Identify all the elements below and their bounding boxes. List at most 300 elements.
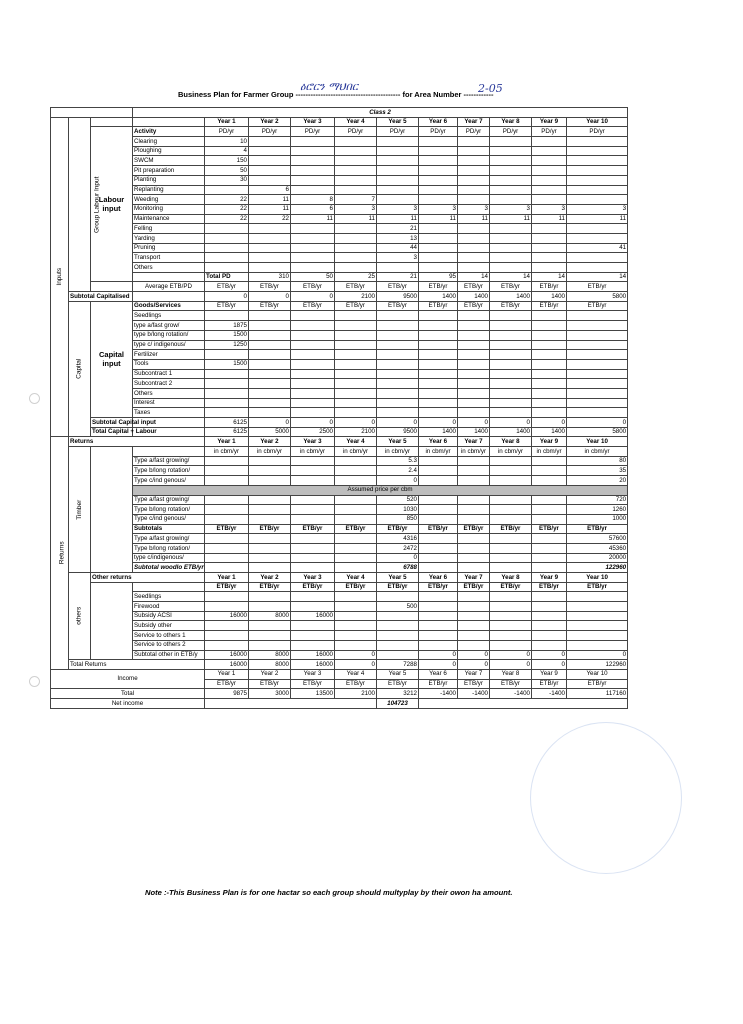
value-cell	[291, 224, 335, 234]
subtotal-capitalised-label: Subtotal Capitalised	[69, 292, 133, 302]
value-cell	[567, 408, 628, 418]
row-label: Subsidy other	[133, 621, 205, 631]
column-header: Year 4	[335, 573, 377, 583]
value-cell: 0	[335, 650, 377, 660]
value-cell: 3212	[377, 689, 419, 699]
value-cell: 1250	[205, 340, 249, 350]
unit-cell: ETB/yr	[291, 679, 335, 689]
unit-cell: ETB/yr	[419, 524, 458, 534]
unit-cell: ETB/yr	[532, 282, 567, 292]
row-label: Type a/fast growing/	[133, 495, 205, 505]
row-label: Type b/long rotation/	[133, 505, 205, 515]
value-cell	[249, 311, 291, 321]
table-row	[51, 418, 628, 428]
value-cell	[458, 146, 490, 156]
value-cell	[490, 543, 532, 553]
value-cell	[419, 388, 458, 398]
value-cell	[335, 350, 377, 360]
inputs-section-label	[51, 117, 69, 437]
value-cell: 0	[532, 418, 567, 428]
unit-cell: ETB/yr	[567, 679, 628, 689]
unit-cell: ETB/yr	[249, 679, 291, 689]
value-cell: 1400	[532, 427, 567, 437]
value-cell	[532, 514, 567, 524]
value-cell: 2100	[335, 689, 377, 699]
unit-cell: ETB/yr	[335, 301, 377, 311]
value-cell	[419, 311, 458, 321]
row-label: Subtotal woodlo ETB/yr	[134, 563, 204, 571]
value-cell	[419, 175, 458, 185]
value-cell	[249, 553, 291, 563]
unit-cell: ETB/yr	[249, 301, 291, 311]
value-cell: 0	[377, 553, 419, 563]
unit-cell: PD/yr	[291, 127, 335, 137]
value-cell	[419, 611, 458, 621]
value-cell	[205, 553, 249, 563]
returns-section-label	[51, 437, 69, 670]
value-cell	[291, 369, 335, 379]
value-cell	[567, 195, 628, 205]
column-header: Year 1	[205, 437, 249, 447]
unit-cell: ETB/yr	[567, 301, 628, 311]
value-cell	[532, 495, 567, 505]
table-row	[51, 689, 628, 699]
unit-cell: ETB/yr	[490, 679, 532, 689]
value-cell	[205, 379, 249, 389]
value-cell	[532, 621, 567, 631]
value-cell	[291, 137, 335, 147]
unit-cell: ETB/yr	[291, 301, 335, 311]
value-cell	[335, 185, 377, 195]
unit-cell: ETB/yr	[335, 524, 377, 534]
value-cell: 0	[249, 418, 291, 428]
column-header: Year 8	[490, 573, 532, 583]
value-cell: 1030	[377, 505, 419, 515]
value-cell: 3	[490, 204, 532, 214]
value-cell	[458, 311, 490, 321]
value-cell: 30	[205, 175, 249, 185]
value-cell	[419, 263, 458, 273]
unit-cell: ETB/yr	[291, 524, 335, 534]
empty-cell	[91, 282, 133, 292]
table-row	[51, 660, 628, 670]
column-header: Year 2	[249, 437, 291, 447]
value-cell	[249, 350, 291, 360]
row-label: Type b/long rotation/	[133, 466, 205, 476]
value-cell	[458, 185, 490, 195]
value-cell: 0	[335, 418, 377, 428]
column-header: Year 10	[567, 573, 628, 583]
value-cell: 720	[567, 495, 628, 505]
value-cell	[419, 224, 458, 234]
row-label: Type b/long rotation/	[133, 543, 205, 553]
table-row	[51, 233, 628, 243]
value-cell: 0	[490, 650, 532, 660]
faded-stamp	[530, 722, 682, 874]
value-cell	[419, 563, 458, 573]
value-cell	[490, 602, 532, 612]
table-row	[51, 534, 628, 544]
unit-cell: in cbm/yr	[567, 447, 628, 457]
value-cell: 9875	[205, 689, 249, 699]
value-cell: 0	[567, 650, 628, 660]
column-header: Year 1	[205, 669, 249, 679]
unit-cell: PD/yr	[249, 127, 291, 137]
value-cell	[567, 359, 628, 369]
value-cell	[458, 602, 490, 612]
value-cell	[377, 621, 419, 631]
group-name-handwritten: ዕሮርን ማህበር	[300, 80, 359, 93]
value-cell: 0	[490, 418, 532, 428]
row-label: Transport	[133, 253, 205, 263]
value-cell	[249, 263, 291, 273]
value-cell: 500	[377, 602, 419, 612]
column-header: Year 10	[567, 669, 628, 679]
value-cell	[205, 640, 249, 650]
value-cell	[458, 359, 490, 369]
value-cell	[335, 543, 377, 553]
unit-cell: ETB/yr	[377, 679, 419, 689]
value-cell	[249, 514, 291, 524]
value-cell	[249, 359, 291, 369]
row-label: Average ETB/PD	[133, 282, 205, 292]
column-header: Year 5	[377, 437, 419, 447]
value-cell	[335, 146, 377, 156]
value-cell: 520	[377, 495, 419, 505]
table-row	[51, 108, 628, 118]
row-label: SWCM	[133, 156, 205, 166]
row-label: Others	[133, 388, 205, 398]
unit-cell: ETB/yr	[490, 582, 532, 592]
value-cell	[532, 602, 567, 612]
unit-cell: ETB/yr	[291, 582, 335, 592]
row-label: Subtotal other in ETB/y	[133, 650, 205, 660]
row-label: Replanting	[133, 185, 205, 195]
table-row	[51, 272, 628, 282]
unit-cell: in cbm/yr	[335, 447, 377, 457]
value-cell	[490, 359, 532, 369]
value-cell	[458, 156, 490, 166]
row-label: Monitoring	[133, 204, 205, 214]
unit-cell: in cbm/yr	[205, 447, 249, 457]
value-cell	[458, 476, 490, 486]
value-cell	[567, 137, 628, 147]
table-row	[51, 321, 628, 331]
value-cell	[458, 233, 490, 243]
value-cell: 80	[567, 456, 628, 466]
table-row	[51, 476, 628, 486]
row-label: Taxes	[133, 408, 205, 418]
value-cell	[205, 408, 249, 418]
value-cell	[419, 408, 458, 418]
value-cell	[532, 388, 567, 398]
unit-cell: ETB/yr	[335, 282, 377, 292]
value-cell: 16000	[205, 611, 249, 621]
value-cell: 14	[532, 272, 567, 282]
empty-cell	[133, 447, 205, 457]
group-labour-section-label	[69, 117, 101, 291]
value-cell	[335, 553, 377, 563]
value-cell	[291, 563, 335, 573]
value-cell	[291, 340, 335, 350]
value-cell	[291, 631, 335, 641]
timber-section-label-text: Timber	[75, 499, 83, 520]
table-row	[51, 640, 628, 650]
value-cell: 3	[377, 253, 419, 263]
table-row	[51, 408, 628, 418]
value-cell	[458, 243, 490, 253]
value-cell	[335, 592, 377, 602]
column-header: Year 3	[291, 669, 335, 679]
value-cell	[291, 408, 335, 418]
value-cell	[291, 146, 335, 156]
total-capital-labour-label: Total Capital + Labour	[92, 428, 157, 436]
value-cell	[249, 476, 291, 486]
value-cell: 3000	[249, 689, 291, 699]
value-cell: 8000	[249, 650, 291, 660]
value-cell	[419, 369, 458, 379]
value-cell	[419, 350, 458, 360]
value-cell	[490, 330, 532, 340]
value-cell	[249, 592, 291, 602]
unit-cell: in cbm/yr	[419, 447, 458, 457]
value-cell: 150	[205, 156, 249, 166]
unit-cell: ETB/yr	[419, 679, 458, 689]
value-cell	[249, 166, 291, 176]
value-cell	[490, 224, 532, 234]
table-row	[51, 398, 628, 408]
value-cell	[205, 543, 249, 553]
unit-cell: ETB/yr	[567, 524, 628, 534]
value-cell	[458, 350, 490, 360]
value-cell	[532, 146, 567, 156]
column-header: Year 9	[532, 669, 567, 679]
net-income-label: Net income	[51, 698, 205, 708]
value-cell	[335, 476, 377, 486]
table-row	[51, 253, 628, 263]
unit-cell: ETB/yr	[567, 282, 628, 292]
value-cell	[567, 146, 628, 156]
column-header: Year 6	[419, 117, 458, 127]
value-cell: 7	[335, 195, 377, 205]
value-cell: 0	[458, 650, 490, 660]
unit-cell: ETB/yr	[205, 301, 249, 311]
column-header: Year 2	[249, 117, 291, 127]
unit-cell: ETB/yr	[567, 582, 628, 592]
value-cell	[291, 350, 335, 360]
value-cell	[249, 379, 291, 389]
value-cell	[532, 195, 567, 205]
value-cell: 1400	[419, 427, 458, 437]
value-cell	[335, 311, 377, 321]
column-header: Year 6	[419, 437, 458, 447]
row-label: Subcontract 1	[133, 369, 205, 379]
value-cell	[291, 621, 335, 631]
value-cell: 11	[291, 214, 335, 224]
value-cell	[490, 340, 532, 350]
row-label: Subsidy ACSI	[133, 611, 205, 621]
value-cell	[291, 359, 335, 369]
value-cell	[335, 359, 377, 369]
row-label: Service to others 1	[133, 631, 205, 641]
unit-cell: ETB/yr	[377, 524, 419, 534]
empty-cell	[133, 292, 205, 302]
value-cell	[291, 640, 335, 650]
value-cell	[567, 369, 628, 379]
value-cell	[335, 175, 377, 185]
unit-cell: ETB/yr	[490, 282, 532, 292]
unit-cell: ETB/yr	[419, 582, 458, 592]
value-cell	[419, 514, 458, 524]
value-cell: 310	[249, 272, 291, 282]
table-row	[51, 350, 628, 360]
value-cell	[458, 495, 490, 505]
value-cell	[335, 611, 377, 621]
value-cell	[490, 640, 532, 650]
value-cell	[567, 340, 628, 350]
unit-cell: ETB/yr	[377, 301, 419, 311]
value-cell	[291, 505, 335, 515]
value-cell: 0	[458, 660, 490, 670]
value-cell	[205, 243, 249, 253]
unit-cell: in cbm/yr	[458, 447, 490, 457]
value-cell	[335, 602, 377, 612]
value-cell: 21	[377, 272, 419, 282]
table-row	[51, 505, 628, 515]
value-cell	[205, 398, 249, 408]
value-cell	[419, 379, 458, 389]
value-cell	[490, 621, 532, 631]
column-header: Year 10	[567, 437, 628, 447]
unit-cell: ETB/yr	[458, 524, 490, 534]
column-header: Year 7	[458, 117, 490, 127]
value-cell	[532, 185, 567, 195]
value-cell	[490, 321, 532, 331]
value-cell	[419, 398, 458, 408]
value-cell	[335, 505, 377, 515]
value-cell	[377, 137, 419, 147]
value-cell	[532, 543, 567, 553]
table-row	[51, 369, 628, 379]
value-cell: 5000	[249, 427, 291, 437]
unit-cell: ETB/yr	[490, 301, 532, 311]
others-section-label-text: others	[75, 607, 83, 626]
value-cell	[567, 379, 628, 389]
value-cell	[291, 495, 335, 505]
unit-cell: ETB/yr	[419, 301, 458, 311]
value-cell	[490, 514, 532, 524]
value-cell	[419, 137, 458, 147]
value-cell	[419, 505, 458, 515]
table-row	[51, 669, 628, 679]
value-cell	[419, 156, 458, 166]
row-label: Pit preparation	[133, 166, 205, 176]
value-cell	[490, 156, 532, 166]
value-cell	[249, 369, 291, 379]
value-cell	[291, 398, 335, 408]
value-cell: 1400	[458, 292, 490, 302]
unit-cell: ETB/yr	[377, 282, 419, 292]
value-cell: 3	[532, 204, 567, 214]
value-cell	[532, 553, 567, 563]
value-cell	[419, 592, 458, 602]
value-cell	[532, 408, 567, 418]
table-row	[51, 427, 628, 437]
value-cell	[335, 156, 377, 166]
value-cell	[419, 602, 458, 612]
unit-cell: PD/yr	[567, 127, 628, 137]
unit-cell: ETB/yr	[249, 282, 291, 292]
value-cell	[377, 263, 419, 273]
value-cell	[377, 311, 419, 321]
value-cell	[458, 253, 490, 263]
value-cell	[249, 233, 291, 243]
group-labour-section-label-text: Group Labour Input	[93, 176, 101, 233]
value-cell: 3	[377, 204, 419, 214]
inputs-section-label-text: Inputs	[56, 268, 64, 286]
value-cell: 44	[377, 243, 419, 253]
value-cell	[458, 611, 490, 621]
value-cell	[532, 640, 567, 650]
business-plan-table	[50, 107, 628, 709]
value-cell	[458, 263, 490, 273]
value-cell: 13500	[291, 689, 335, 699]
value-cell	[567, 621, 628, 631]
unit-cell: ETB/yr	[458, 679, 490, 689]
value-cell: 13	[377, 233, 419, 243]
column-header: Year 9	[532, 573, 567, 583]
value-cell	[377, 592, 419, 602]
value-cell	[205, 311, 249, 321]
value-cell	[532, 330, 567, 340]
value-cell: 22	[205, 195, 249, 205]
table-row	[51, 263, 628, 273]
table-row	[51, 175, 628, 185]
value-cell: 4	[205, 146, 249, 156]
value-cell: 8000	[249, 611, 291, 621]
empty-cell	[133, 117, 205, 127]
value-cell	[532, 359, 567, 369]
value-cell	[335, 466, 377, 476]
value-cell	[205, 263, 249, 273]
row-label: Firewood	[133, 602, 205, 612]
value-cell	[335, 243, 377, 253]
others-section-label	[69, 573, 91, 660]
value-cell	[291, 543, 335, 553]
value-cell	[419, 621, 458, 631]
value-cell	[291, 514, 335, 524]
value-cell: 0	[291, 418, 335, 428]
empty-cell	[205, 698, 377, 708]
value-cell	[419, 330, 458, 340]
row-label: Type c/ind genous/	[133, 476, 205, 486]
value-cell	[249, 340, 291, 350]
unit-cell: ETB/yr	[249, 524, 291, 534]
value-cell	[205, 253, 249, 263]
table-row	[51, 485, 628, 495]
value-cell	[249, 505, 291, 515]
column-header: Year 8	[490, 117, 532, 127]
value-cell	[291, 476, 335, 486]
value-cell	[377, 185, 419, 195]
value-cell	[205, 466, 249, 476]
value-cell	[249, 175, 291, 185]
value-cell: 1875	[205, 321, 249, 331]
empty-cell	[133, 582, 205, 592]
value-cell	[458, 340, 490, 350]
row-label: Planting	[133, 175, 205, 185]
value-cell	[291, 330, 335, 340]
